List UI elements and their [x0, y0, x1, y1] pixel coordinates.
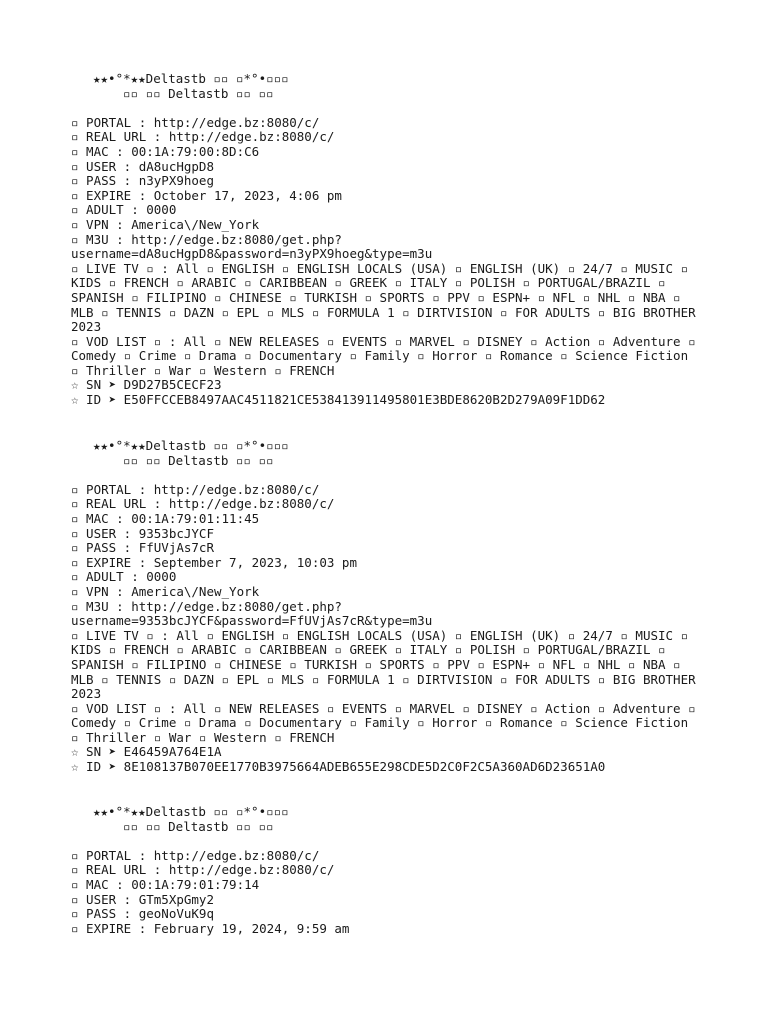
info-line: ☆ ID ➤ E50FFCCEB8497AAC4511821CE538413911495801E3BDE8620B2D279A09F1DD62: [71, 392, 606, 408]
info-line: ▫ Thriller ▫ War ▫ Western ▫ FRENCH: [71, 362, 335, 378]
spacer: [71, 101, 761, 116]
info-line: ▫ REAL URL : http://edge.bz:8080/c/: [71, 129, 335, 145]
info-line: ▫ EXPIRE : October 17, 2023, 4:06 pm: [71, 187, 342, 203]
info-line: ▫ LIVE TV ▫ : All ▫ ENGLISH ▫ ENGLISH LOCALS (USA) ▫ ENGLISH (UK) ▫ 24/7 ▫ MUSIC ▫: [71, 260, 689, 276]
info-line: Comedy ▫ Crime ▫ Drama ▫ Documentary ▫ Family ▫ Horror ▫ Romance ▫ Science Fiction: [71, 348, 689, 364]
info-line: ☆ SN ➤ E46459A764E1A: [71, 744, 222, 760]
info-line: SPANISH ▫ FILIPINO ▫ CHINESE ▫ TURKISH ▫ SPORTS ▫ PPV ▫ ESPN+ ▫ NFL ▫ NHL ▫ NBA ▫: [71, 656, 681, 672]
spacer: [71, 468, 761, 483]
block-subtitle: ▫▫ ▫▫ Deltastb ▫▫ ▫▫: [123, 85, 274, 101]
info-line: ▫ PASS : FfUVjAs7cR: [71, 540, 214, 556]
info-line: ▫ USER : dA8ucHgpD8: [71, 158, 214, 174]
info-line: ☆ SN ➤ D9D27B5CECF23: [71, 377, 222, 393]
info-line: SPANISH ▫ FILIPINO ▫ CHINESE ▫ TURKISH ▫ SPORTS ▫ PPV ▫ ESPN+ ▫ NFL ▫ NHL ▫ NBA ▫: [71, 289, 681, 305]
info-line: ▫ MAC : 00:1A:79:01:79:14: [71, 876, 260, 892]
block-title: ★★•°*★★Deltastb ▫▫ ▫*°•▫▫▫: [93, 438, 289, 453]
credential-block: [71, 805, 761, 936]
info-line: ▫ USER : 9353bcJYCF: [71, 525, 214, 541]
info-line: ▫ Thriller ▫ War ▫ Western ▫ FRENCH: [71, 729, 335, 745]
info-line: ▫ PORTAL : http://edge.bz:8080/c/: [71, 847, 320, 863]
info-line: ▫ EXPIRE : February 19, 2024, 9:59 am: [71, 920, 350, 936]
info-line: 2023: [71, 686, 102, 702]
info-line: KIDS ▫ FRENCH ▫ ARABIC ▫ CARIBBEAN ▫ GREEK ▫ ITALY ▫ POLISH ▫ PORTUGAL/BRAZIL ▫: [71, 275, 666, 291]
info-line: ▫ ADULT : 0000: [71, 569, 177, 585]
info-line: ▫ M3U : http://edge.bz:8080/get.php?: [71, 598, 342, 614]
info-line: ▫ REAL URL : http://edge.bz:8080/c/: [71, 496, 335, 512]
info-line: ▫ LIVE TV ▫ : All ▫ ENGLISH ▫ ENGLISH LOCALS (USA) ▫ ENGLISH (UK) ▫ 24/7 ▫ MUSIC ▫: [71, 627, 689, 643]
info-line: ▫ VPN : America\/New_York: [71, 583, 260, 599]
info-line: KIDS ▫ FRENCH ▫ ARABIC ▫ CARIBBEAN ▫ GREEK ▫ ITALY ▫ POLISH ▫ PORTUGAL/BRAZIL ▫: [71, 642, 666, 658]
info-line: ▫ VOD LIST ▫ : All ▫ NEW RELEASES ▫ EVENTS ▫ MARVEL ▫ DISNEY ▫ Action ▫ Adventure ▫: [71, 700, 696, 716]
document-page: [71, 0, 761, 936]
info-line: ☆ ID ➤ 8E108137B070EE1770B3975664ADEB655E298CDE5D2C0F2C5A360AD6D23651A0: [71, 759, 606, 775]
info-line: MLB ▫ TENNIS ▫ DAZN ▫ EPL ▫ MLS ▫ FORMULA 1 ▫ DIRTVISION ▫ FOR ADULTS ▫ BIG BROTHER: [71, 304, 696, 320]
info-line: ▫ M3U : http://edge.bz:8080/get.php?: [71, 231, 342, 247]
info-line: ▫ REAL URL : http://edge.bz:8080/c/: [71, 862, 335, 878]
info-line: ▫ PORTAL : http://edge.bz:8080/c/: [71, 114, 320, 130]
info-line: ▫ PASS : n3yPX9hoeg: [71, 173, 214, 189]
info-line: ▫ VPN : America\/New_York: [71, 216, 260, 232]
spacer: [71, 834, 761, 849]
info-line: ▫ ADULT : 0000: [71, 202, 177, 218]
info-line: ▫ USER : GTm5XpGmy2: [71, 891, 214, 907]
info-line: Comedy ▫ Crime ▫ Drama ▫ Documentary ▫ Family ▫ Horror ▫ Romance ▫ Science Fiction: [71, 715, 689, 731]
info-line: ▫ MAC : 00:1A:79:00:8D:C6: [71, 143, 260, 159]
credential-block: [71, 72, 761, 408]
info-line: ▫ VOD LIST ▫ : All ▫ NEW RELEASES ▫ EVENTS ▫ MARVEL ▫ DISNEY ▫ Action ▫ Adventure ▫: [71, 333, 696, 349]
block-title: ★★•°*★★Deltastb ▫▫ ▫*°•▫▫▫: [93, 71, 289, 86]
info-line: ▫ MAC : 00:1A:79:01:11:45: [71, 510, 260, 526]
block-subtitle: ▫▫ ▫▫ Deltastb ▫▫ ▫▫: [123, 452, 274, 468]
block-title: ★★•°*★★Deltastb ▫▫ ▫*°•▫▫▫: [93, 804, 289, 819]
info-line: 2023: [71, 319, 102, 335]
block-subtitle: ▫▫ ▫▫ Deltastb ▫▫ ▫▫: [123, 818, 274, 834]
info-line: ▫ EXPIRE : September 7, 2023, 10:03 pm: [71, 554, 357, 570]
info-line: username=9353bcJYCF&password=FfUVjAs7cR&type=m3u: [71, 613, 433, 629]
info-line: username=dA8ucHgpD8&password=n3yPX9hoeg&type=m3u: [71, 246, 433, 262]
info-line: MLB ▫ TENNIS ▫ DAZN ▫ EPL ▫ MLS ▫ FORMULA 1 ▫ DIRTVISION ▫ FOR ADULTS ▫ BIG BROTHER: [71, 671, 696, 687]
info-line: ▫ PASS : geoNoVuK9q: [71, 906, 214, 922]
credential-block: [71, 439, 761, 775]
info-line: ▫ PORTAL : http://edge.bz:8080/c/: [71, 481, 320, 497]
